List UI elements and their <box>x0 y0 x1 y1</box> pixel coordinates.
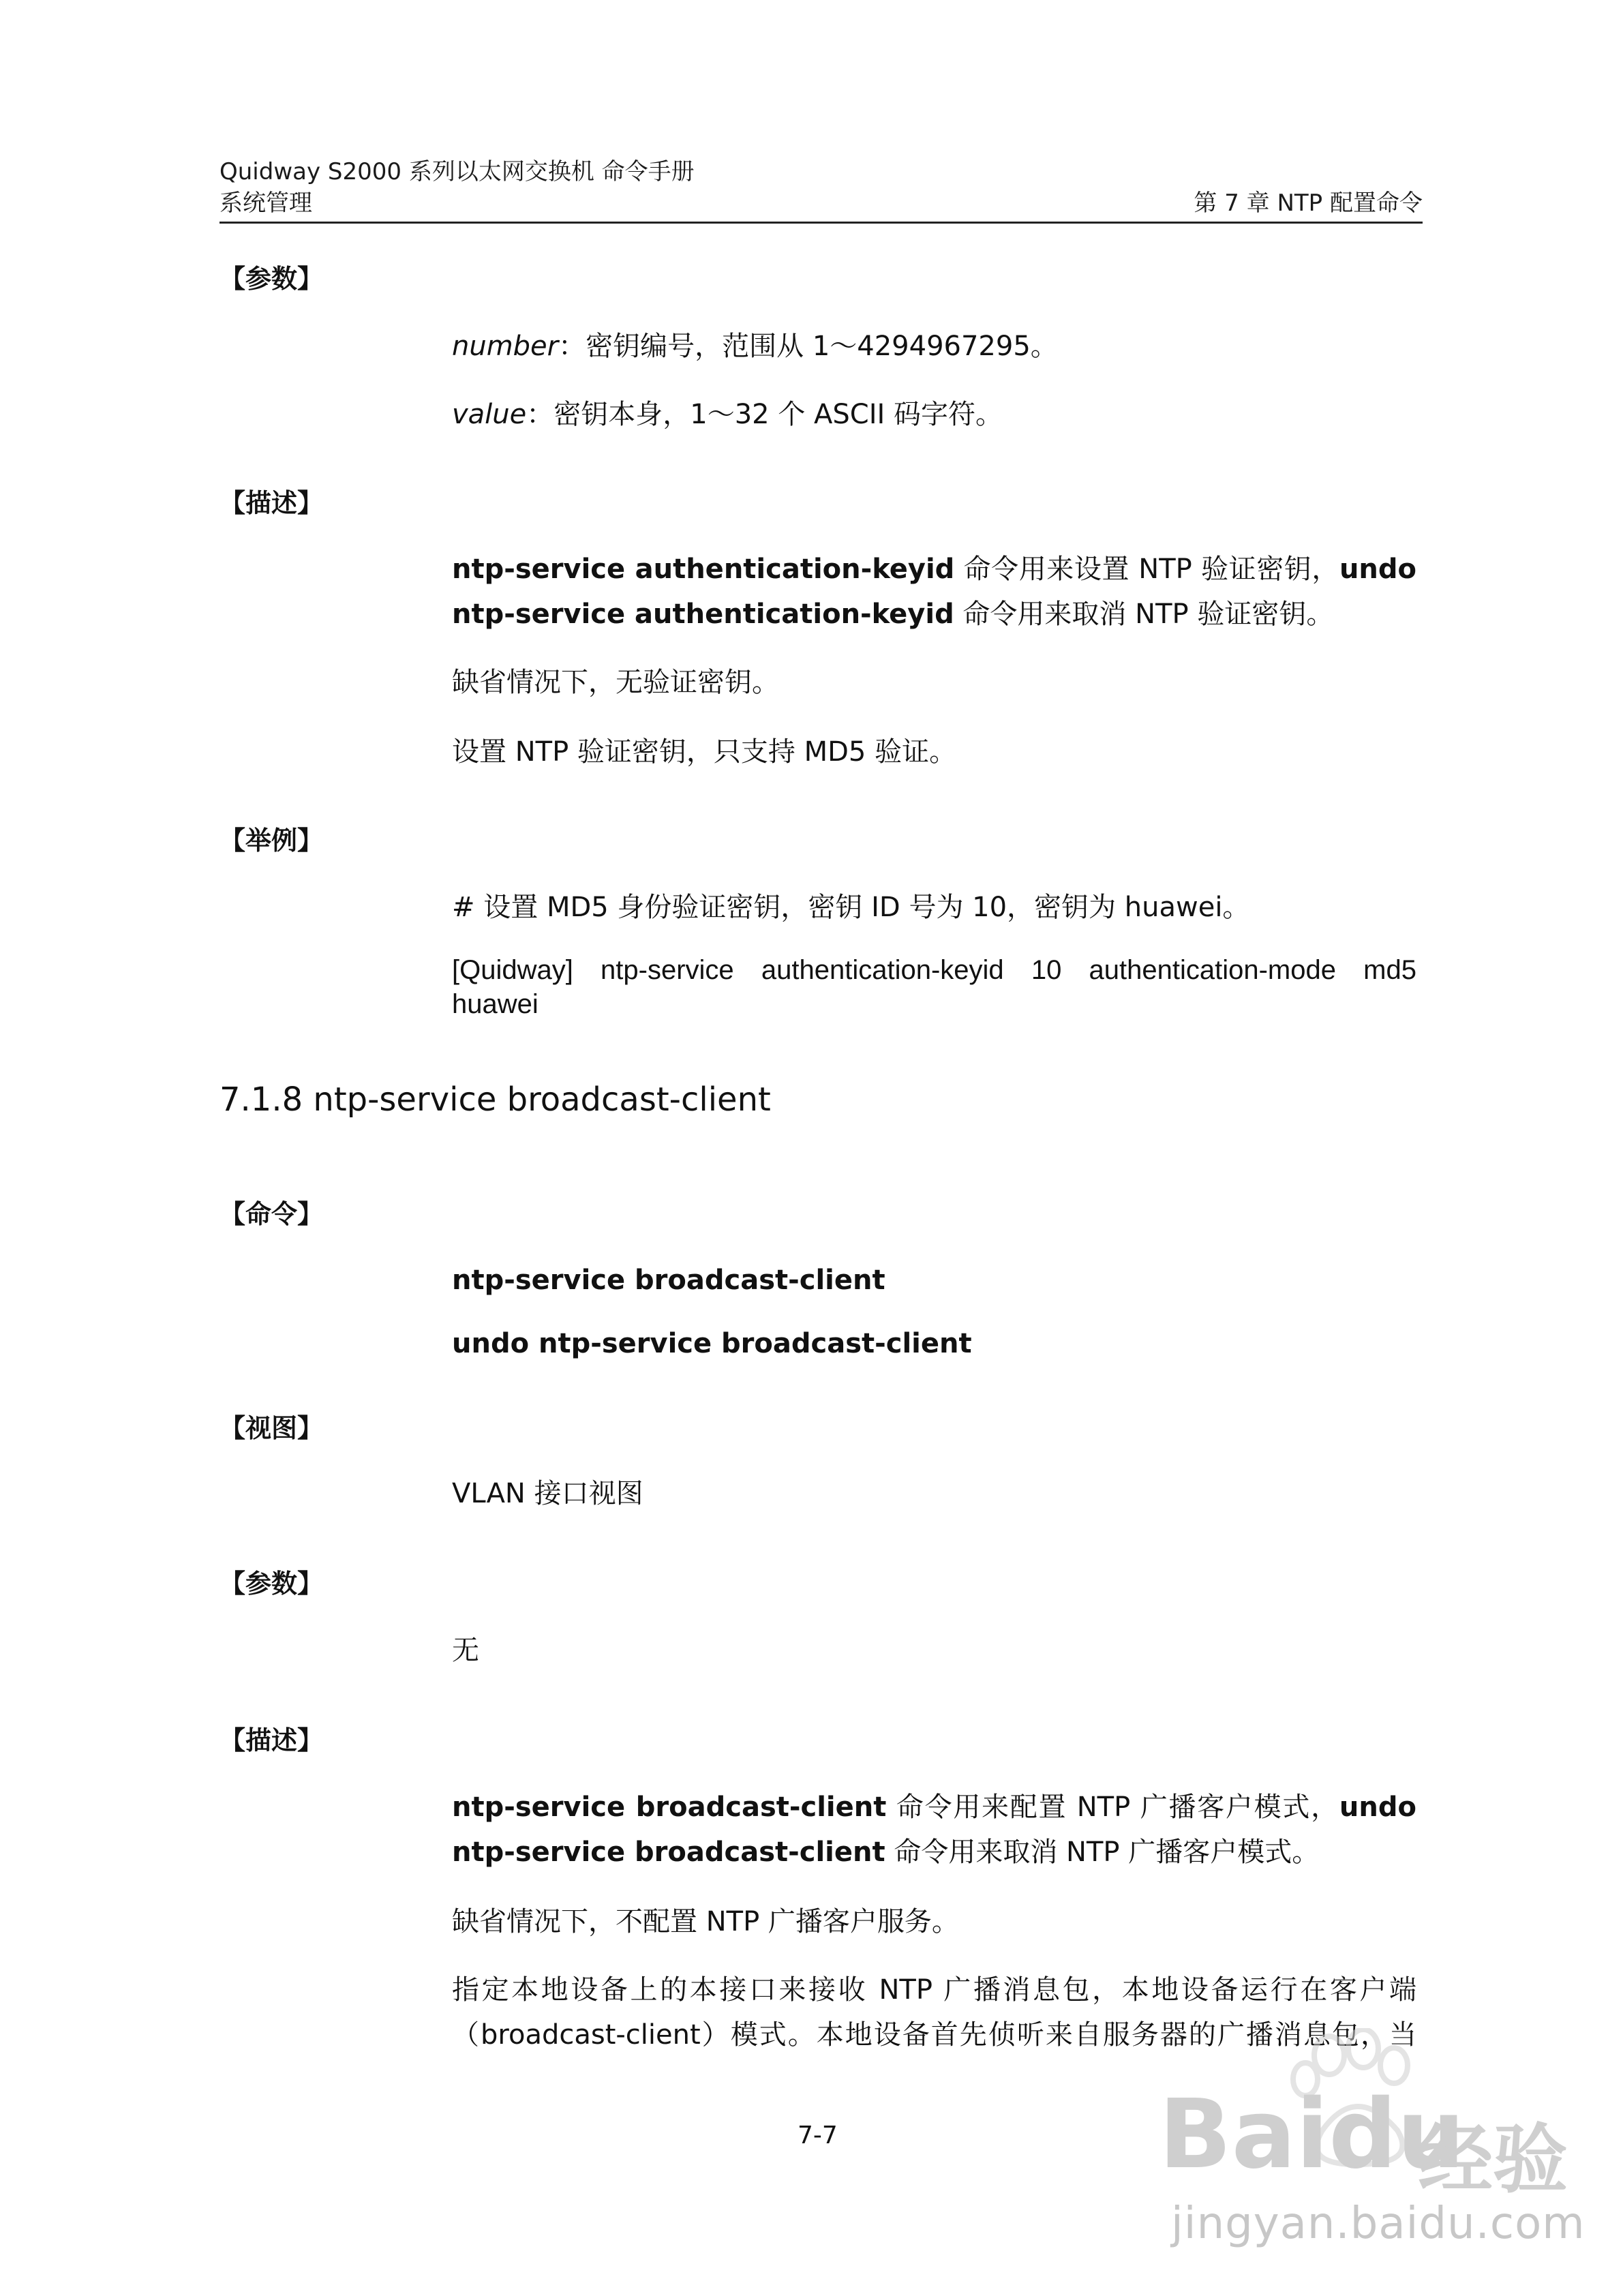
cmd-title: 【命令】 <box>219 1199 324 1229</box>
params-title: 【参数】 <box>219 264 324 294</box>
param-number <box>452 324 1416 369</box>
desc-cmd-1: ntp-service authentication-keyid <box>452 554 955 585</box>
desc-note: 设置 NTP 验证密钥，只支持 MD5 验证。 <box>452 736 957 768</box>
desc2-text-2: 命令用来取消 NTP 广播客户模式。 <box>885 1837 1320 1868</box>
view-title: 【视图】 <box>219 1413 324 1443</box>
watermark-url: jingyan.baidu.com <box>1171 2199 1586 2249</box>
desc-line-1 <box>452 547 1416 592</box>
params-text-2: 无 <box>452 1635 479 1666</box>
example-comment: # 设置 MD5 身份验证密钥，密钥 ID 号为 10，密钥为 huawei。 <box>452 892 1250 923</box>
desc2-line-2 <box>452 1830 1416 1875</box>
desc-text-1: 命令用来设置 NTP 验证密钥， <box>954 554 1339 585</box>
desc2-cmd-1: ntp-service broadcast-client <box>452 1792 887 1823</box>
header-chapter: 第 7 章 NTP 配置命令 <box>1194 190 1423 217</box>
desc-line-2 <box>452 592 1416 637</box>
desc-paragraph <box>452 547 1416 637</box>
cmd-2-text: undo ntp-service broadcast-client <box>452 1328 972 1359</box>
cmd-1-text: ntp-service broadcast-client <box>452 1265 885 1296</box>
desc-title-2: 【描述】 <box>219 1725 324 1755</box>
desc-undo-1: undo <box>1339 554 1417 585</box>
header-section: 系统管理 <box>219 190 312 217</box>
desc-title: 【描述】 <box>219 488 324 518</box>
param-value <box>452 392 1416 437</box>
desc-text-2: 命令用来取消 NTP 验证密钥。 <box>954 599 1334 630</box>
param-value-name: value <box>452 399 527 430</box>
watermark-brand-text: Bai <box>1159 2079 1329 2190</box>
section-heading: 7.1.8 ntp-service broadcast-client <box>219 1081 771 1119</box>
desc2-default: 缺省情况下，不配置 NTP 广播客户服务。 <box>452 1906 959 1937</box>
param-number-name: number <box>452 331 559 362</box>
desc2-line-1 <box>452 1785 1416 1830</box>
param-value-desc: ：密钥本身，1～32 个 ASCII 码字符。 <box>526 399 1003 430</box>
desc2-para-line-2: （broadcast-client）模式。本地设备首先侦听来自服务器的广播消息包，当 <box>452 2019 1416 2051</box>
page-number: 7-7 <box>798 2121 838 2149</box>
desc2-text-1: 命令用来配置 NTP 广播客户模式， <box>886 1792 1339 1823</box>
watermark-service: 经验 <box>1418 2116 1568 2203</box>
example-command <box>452 953 1416 1021</box>
param-number-desc: ：密钥编号，范围从 1～4294967295。 <box>558 331 1058 362</box>
example-title: 【举例】 <box>219 826 324 856</box>
view-text: VLAN 接口视图 <box>452 1478 643 1509</box>
desc2-undo-1: undo <box>1339 1792 1416 1823</box>
header-rule <box>219 222 1423 224</box>
desc-paragraph-2 <box>452 1785 1416 1875</box>
example-command-line-2: huawei <box>452 989 539 1019</box>
header-product: Quidway S2000 系列以太网交换机 命令手册 <box>219 158 695 185</box>
desc2-cmd-2: ntp-service broadcast-client <box>452 1837 885 1868</box>
cmd-1 <box>452 1258 1416 1303</box>
desc-default: 缺省情况下，无验证密钥。 <box>452 667 779 698</box>
watermark-brand-tail: du <box>1329 2079 1466 2190</box>
desc-cmd-2: ntp-service authentication-keyid <box>452 599 954 630</box>
desc2-para-line-1: 指定本地设备上的本接口来接收 NTP 广播消息包，本地设备运行在客户端 <box>452 1974 1416 2006</box>
params-title-2: 【参数】 <box>219 1569 324 1599</box>
example-command-line-1: [Quidway] ntp-service authentication-keyid 10 authentication-mode md5 <box>452 955 1416 985</box>
cmd-2 <box>452 1321 1416 1366</box>
